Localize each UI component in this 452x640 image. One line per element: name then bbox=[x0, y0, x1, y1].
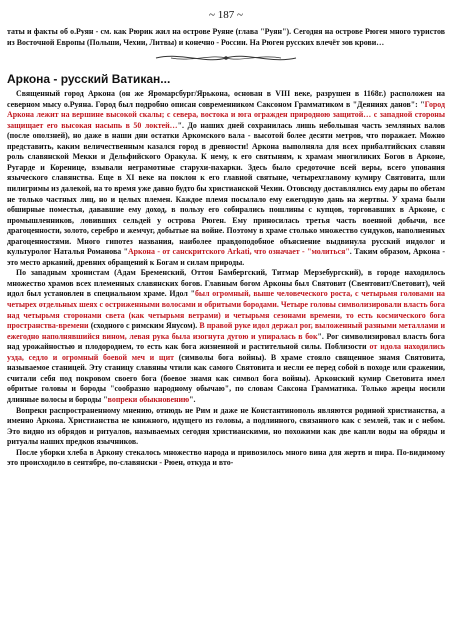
text-run: ". bbox=[189, 394, 196, 404]
text-run: ". До наших дней сохранилась лишь небольшая часть земляных валов (после оползней), но даже в наши дни остатки Аркомского вала - высотой более десяти метров, что поражает. Можно представить, каким величественным казался город в древности! Аркона выполняла для всех прибалтийских славян роль славянской Мекки и Дельфийского Оракула. К нему, к его святыням, к храмам многиликих Богов в Арконе, Ругарде и Коренице, взывали неграмотные старухи-пахарки. Здесь было средоточие всей веры, всего упования языческого славянства. Еще в XI веке на поклон к его главной святыне, четырехглавому кумиру Святовита, шли пилигримы из далекой, на то время уже давно будто бы христианской Чехии. Отовсюду доставлялись ему дары по обетам не только частных лиц, но и целых племен. Каждое племя посылало ему ежегодную дань на жертвы. У храма были обширные поместья, дававшие ему доход, в пользу его собирались пошлины с купцов, торговавших в Арконе, с промышленников, ловивших сельдей у острова Рюген. Ему приносилась третья часть военной добычи, все драгоценности, золото, серебро и жемчуг, добытые на войне. Поэтому в храме столько множество сундуков, наполненных драгоценностями. Много гипотез названия, наиболее правдоподобное объяснение выдвинула русский индолог и культуролог Наталья Романова " bbox=[7, 120, 446, 257]
highlighted-quote: Город Аркона лежит на вершине высокой скалы; с севера, востока и юга огражден природною защитой… с западной стороны защищает его высокая насыпь в 50 локтей… bbox=[7, 99, 445, 130]
body-paragraph-3: Вопреки распространенному мнению, отнюдь не Рим и даже не Константинополь являются родиной христианства, а именно Аркона. Христианства не книжного, идущего из головы, а подлинного, связанного как с землей, так и с небом. Это видно из обрядов и ритуалов, называемых сегодня христианскими, но похожими как две капли воды на обряды и ритуалы наших предков язычников. bbox=[7, 405, 445, 447]
section-title: Аркона - русский Ватикан... bbox=[7, 72, 171, 87]
body-paragraph-1 bbox=[7, 89, 445, 268]
highlighted-quote: был огромный, выше человеческого роста, с четырьмя головами на четырех отдельных шеях с остриженными волосами и обритыми бородами. Четыре головы символизировали власть бога над четырьмя сторонами света (как четырьмя ветрами) и четырьмя сезонами времени, то есть космического бога пространства-времени bbox=[7, 289, 446, 331]
highlighted-quote: В правой руке идол держал рог, выложенный разными металлами и ежегодно наполнявшийся вином, левая рука была изогнута дугою и упиралась в бок bbox=[7, 321, 445, 341]
text-run: ". Рог символизировал власть бога над урожайностью и плодородием, то есть как бога жизненной и растительной силы. Поблизости bbox=[7, 331, 445, 352]
text-run: По западным хронистам (Адам Бременский, Оттон Бамбергский, Титмар Мерзебургский), в городе находилось множество храмов всех племенных славянских богов. Главным богом Арконы был Святовит (Свентовит/Световит), чей идол был установлен в специальном храме. Идол " bbox=[7, 268, 445, 299]
body-paragraph-4: После уборки хлеба в Аркону стекалось множество народа и привозилось много вина для жертв и пира. По-видимому это происходило в сентябре, по-славянски - Рюен, откуда и вто- bbox=[7, 447, 445, 468]
text-run: . Таким образом, Аркона - это место арканий, древних обращений к Богам и силам природы. bbox=[7, 247, 445, 267]
text-run: (символы бога войны). В храме стояло священное знамя Святовита, называемое станицей. Эту станицу славяны чтили как самого Святовита и несли ее перед собой в походе или сражении, считали себя под покровом своего бога (боевое знамя как символ бога войны). Арконский кумир Световита имел обритые головы и бороды "сообразно народному обычаю", по словам Саксона Грамматика. Только жрецы носили длинные волосы и бороды " bbox=[7, 352, 445, 404]
text-run: (сходного с римским Янусом). bbox=[88, 321, 200, 331]
intro-paragraph: таты и факты об о.Руян - см. как Рюрик жил на острове Руяне (глава "Руян"). Сегодня на острове Рюген много туристов из Восточной Европы (Польши, Чехии, Литвы) и конечно - России. На Рюген русских влечёт зов крови… bbox=[7, 27, 445, 47]
page-number: ~ 187 ~ bbox=[209, 9, 243, 21]
body-paragraph-2 bbox=[7, 268, 445, 405]
highlighted-quote: от идола находились узда, седло и огромный боевой меч и щит bbox=[7, 342, 445, 362]
highlighted-quote: Аркона - от санскритского Arkati, что означает - "молиться" bbox=[127, 247, 350, 257]
text-run: Священный город Аркона (он же Яромарсбург/Ярькона, основан в VIII веке, разрушен в 1168г.) расположен на северном мысу о.Руяна. Город был подробно описан современником Саксоном Грамматиком в "Деяниях данов": " bbox=[7, 89, 445, 109]
ornament-divider bbox=[151, 51, 301, 65]
highlighted-quote: вопреки обыкновению bbox=[107, 394, 190, 404]
